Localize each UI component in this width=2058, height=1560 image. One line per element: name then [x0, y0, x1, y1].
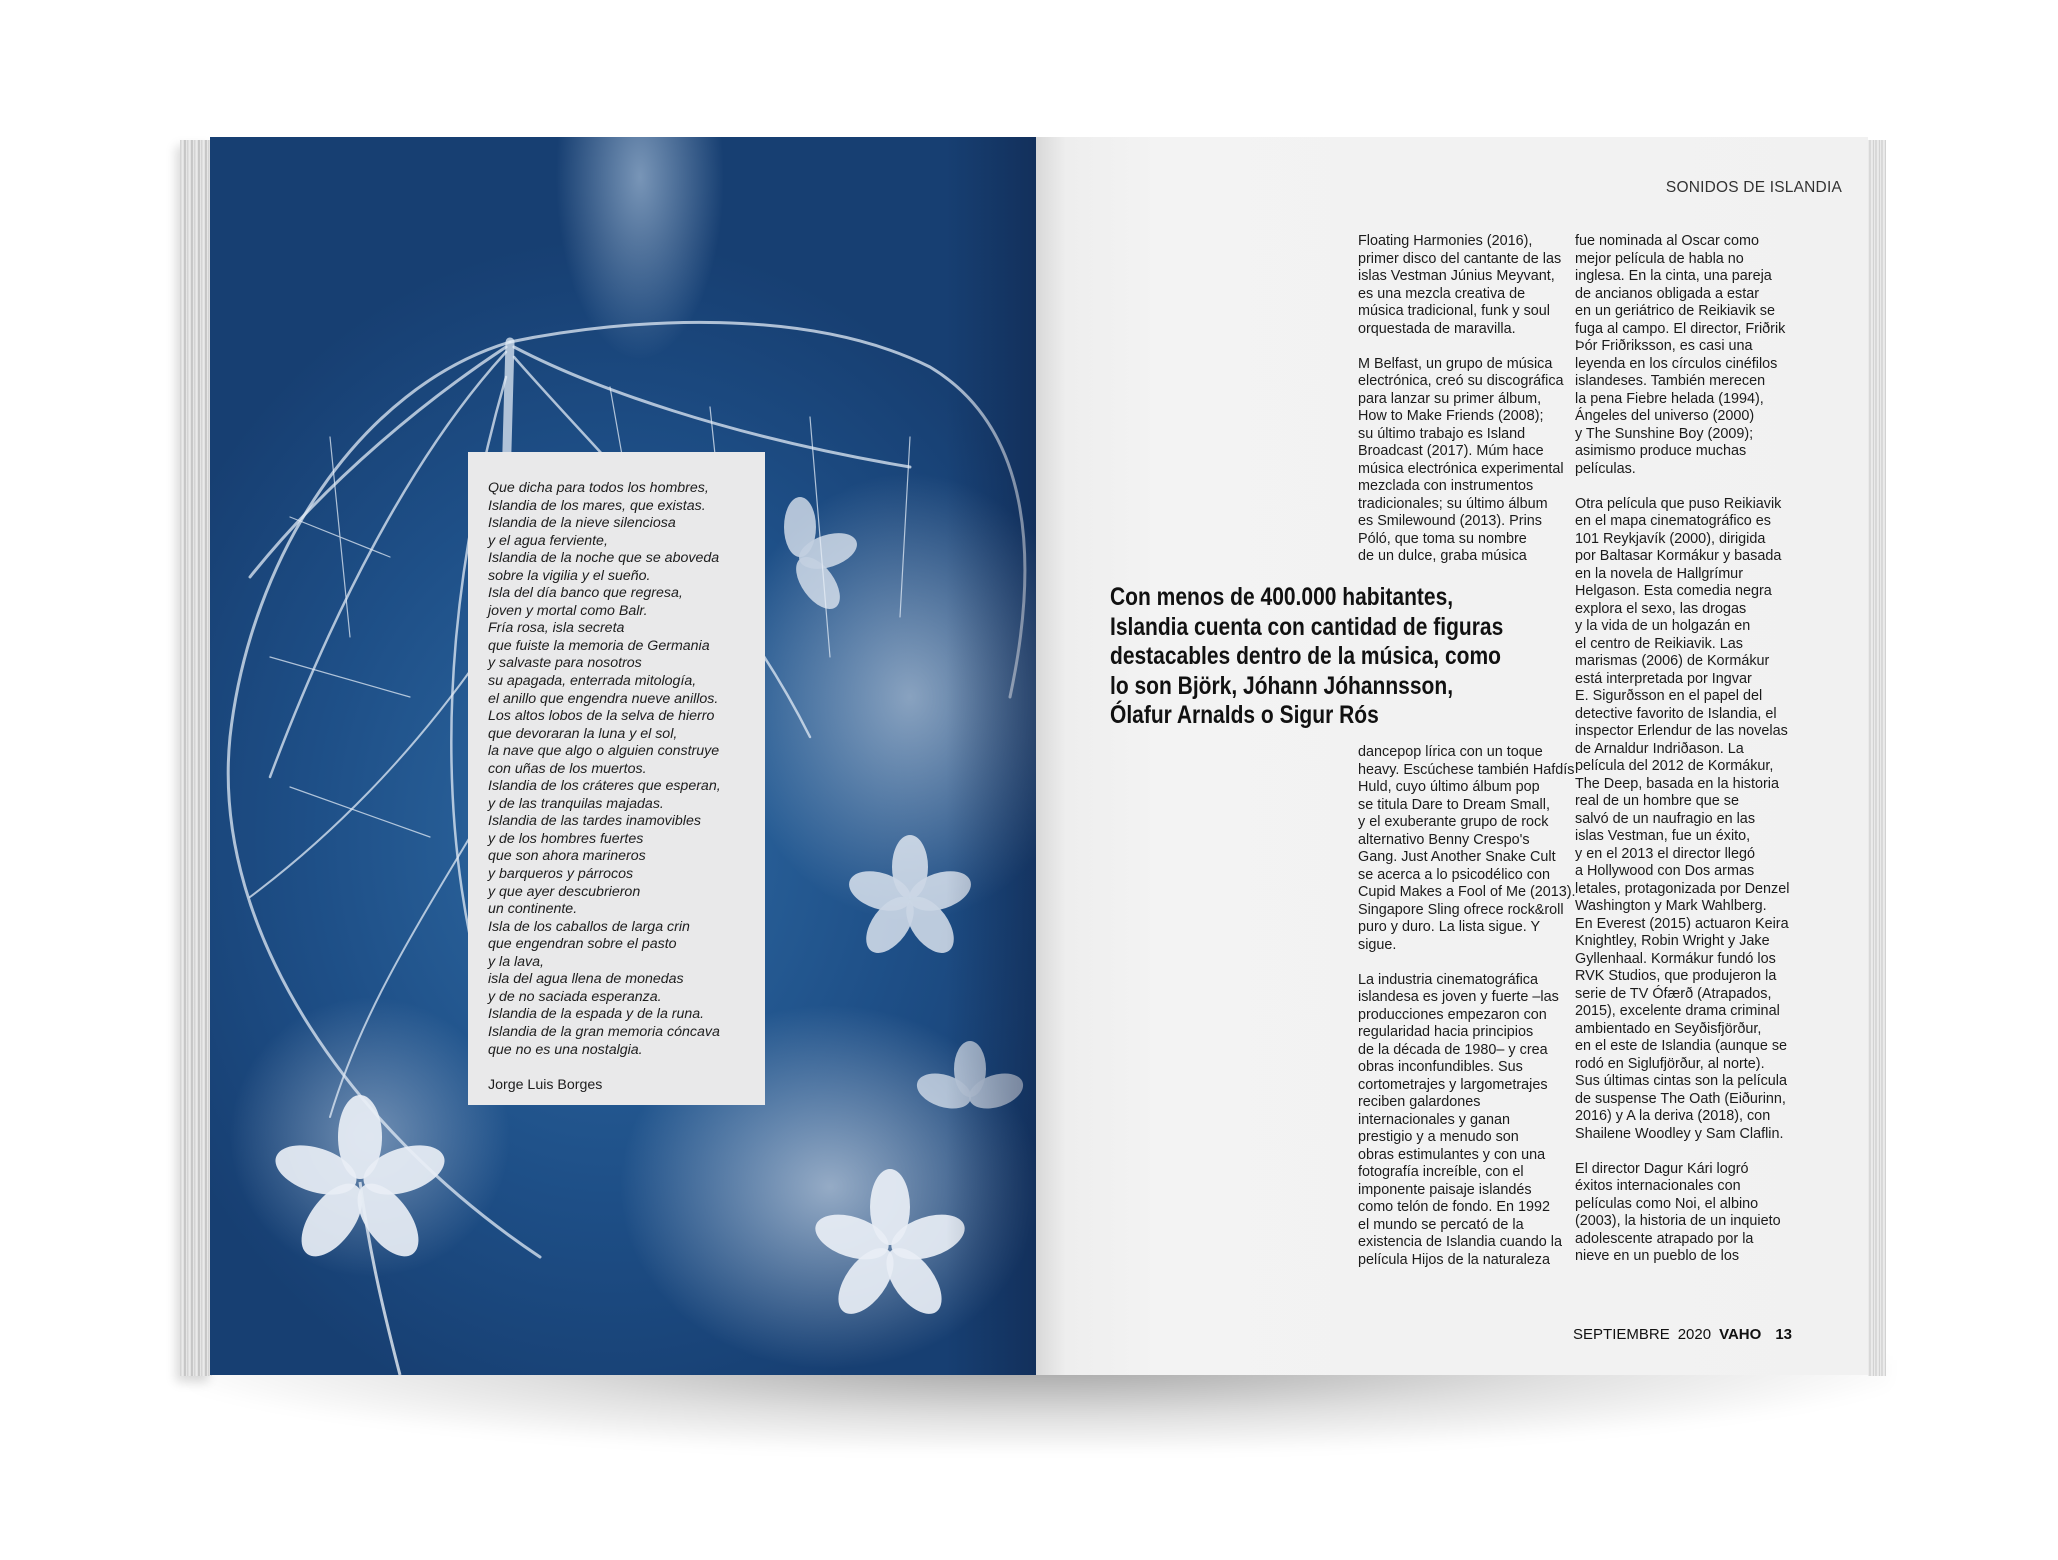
pull-quote-line: lo son Björk, Jóhann Jóhannsson, [1110, 671, 1454, 700]
text-line: M Belfast, un grupo de música [1358, 355, 1553, 372]
text-line: Knightley, Robin Wright y Jake [1575, 933, 1770, 949]
text-line: es una mezcla creativa de [1358, 285, 1526, 302]
poem-line: Islandia de la noche que se aboveda [488, 550, 720, 567]
text-line: real de un hombre que se [1575, 793, 1740, 809]
text-line: Gyllenhaal. Kormákur fundó los [1575, 950, 1776, 967]
text-line: mejor película de habla no [1575, 250, 1744, 267]
text-line: detective favorito de Islandia, el [1575, 705, 1777, 722]
pull-quote-line: Islandia cuenta con cantidad de figuras [1110, 612, 1504, 641]
text-line: es Smilewound (2013). Prins [1358, 513, 1542, 529]
text-line: alternativo Benny Crespo's [1358, 831, 1530, 848]
poem-line: que no es una nostalgia. [488, 1041, 643, 1058]
text-line: How to Make Friends (2008); [1358, 408, 1544, 424]
text-line: puro y duro. La lista sigue. Y [1358, 919, 1541, 935]
poem-line: Fría rosa, isla secreta [488, 620, 625, 637]
text-line: y The Sunshine Boy (2009); [1575, 425, 1754, 442]
text-line: heavy. Escúchese también Hafdís [1358, 761, 1575, 778]
text-line: Otra película que puso Reikiavik [1575, 495, 1782, 512]
folio-month: SEPTIEMBRE [1573, 1326, 1670, 1343]
text-line: de un dulce, graba música [1358, 548, 1527, 564]
paragraph [1358, 744, 1576, 954]
text-line: islas Vestman, fue un éxito, [1575, 828, 1751, 844]
paragraph [1358, 972, 1576, 1270]
text-line: y la vida de un holgazán en [1575, 618, 1751, 634]
text-line: Floating Harmonies (2016), [1358, 233, 1533, 249]
text-line: dancepop lírica con un toque [1358, 744, 1543, 760]
poem-line: Islandia de la espada y de la runa. [488, 1006, 705, 1023]
poem-line: Islandia de la gran memoria cóncava [488, 1023, 720, 1040]
text-line: como telón de fondo. En 1992 [1358, 1199, 1551, 1215]
poem-line: Que dicha para todos los hombres, [488, 480, 709, 496]
poem-text [488, 480, 745, 1059]
text-line: en el mapa cinematográfico es [1575, 513, 1771, 529]
poem-line: que fuiste la memoria de Germania [488, 637, 710, 654]
text-line: a Hollywood con Dos armas [1575, 863, 1755, 879]
text-line: sigue. [1358, 936, 1397, 953]
text-line: internacionales y ganan [1358, 1111, 1511, 1128]
text-line: prestigio y a menudo son [1358, 1129, 1519, 1145]
text-line: islas Vestman Június Meyvant, [1358, 268, 1555, 284]
text-line: 2016) y A la deriva (2018), con [1575, 1108, 1771, 1124]
text-line: nieve en un pueblo de los [1575, 1248, 1740, 1264]
text-line: fue nominada al Oscar como [1575, 233, 1759, 249]
text-line: Broadcast (2017). Múm hace [1358, 443, 1544, 459]
poem-line: y barqueros y párrocos [488, 866, 634, 883]
poem-line: el anillo que engendra nueve anillos. [488, 690, 719, 707]
text-line: Washington y Mark Wahlberg. [1575, 898, 1767, 914]
text-line: rodó en Siglufjörður, al norte). [1575, 1055, 1765, 1072]
folio [1573, 1326, 1792, 1343]
text-line: música tradicional, funk y soul [1358, 303, 1550, 319]
text-line: de la década de 1980– y crea [1358, 1041, 1548, 1058]
text-line: música electrónica experimental [1358, 460, 1564, 477]
text-line: el centro de Reikiavik. Las [1575, 635, 1743, 652]
poem-line: que devoraran la luna y el sol, [488, 725, 678, 742]
text-line: en la novela de Hallgrímur [1575, 565, 1743, 582]
text-line: Cupid Makes a Fool of Me (2013). [1358, 884, 1576, 900]
poem-line: Islandia de los cráteres que esperan, [488, 778, 721, 795]
right-page [1036, 137, 1868, 1375]
text-line: primer disco del cantante de las [1358, 250, 1562, 267]
poem-box [468, 452, 765, 1105]
pull-quote-line: Con menos de 400.000 habitantes, [1110, 583, 1454, 611]
text-line: la pena Fiebre helada (1994), [1575, 390, 1764, 407]
text-line: y el exuberante grupo de rock [1358, 814, 1549, 830]
poem-line: su apagada, enterrada mitología, [488, 673, 697, 690]
poem-line: sobre la vigilia y el sueño. [488, 567, 651, 584]
text-line: letales, protagonizada por Denzel [1575, 880, 1790, 897]
text-line: asimismo produce muchas [1575, 443, 1747, 459]
text-line: tradicionales; su último álbum [1358, 495, 1548, 512]
poem-author: Jorge Luis Borges [488, 1077, 603, 1094]
text-line: Sus últimas cintas son la película [1575, 1073, 1787, 1089]
poem-line: Islandia de las tardes inamovibles [488, 813, 701, 830]
poem-line: y la lava, [488, 953, 544, 970]
text-line: Ángeles del universo (2000) [1575, 408, 1755, 424]
magazine-brand: VAHO [1719, 1326, 1762, 1343]
poem-line: Los altos lobos de la selva de hierro [488, 708, 715, 725]
poem-line: Islandia de la nieve silenciosa [488, 515, 676, 532]
text-line: de Arnaldur Indriðason. La [1575, 740, 1744, 757]
column-1-bottom [1358, 744, 1576, 1287]
text-line: marismas (2006) de Kormákur [1575, 653, 1770, 669]
text-line: fuga al campo. El director, Friðrik [1575, 320, 1786, 337]
poem-line: Isla de los caballos de larga crin [488, 918, 690, 935]
poem-line: y de los hombres fuertes [488, 830, 644, 847]
text-line: imponente paisaje islandés [1358, 1181, 1532, 1198]
text-line: islandesa es joven y fuerte –las [1358, 989, 1559, 1005]
text-line: Shailene Woodley y Sam Claflin. [1575, 1125, 1784, 1142]
text-line: obras inconfundibles. Sus [1358, 1059, 1523, 1075]
paragraph [1358, 233, 1564, 338]
poem-line: y de las tranquilas majadas. [488, 795, 664, 812]
text-line: Singapore Sling ofrece rock&roll [1358, 901, 1564, 918]
text-line: inglesa. En la cinta, una pareja [1575, 268, 1772, 284]
text-line: su último trabajo es Island [1358, 425, 1526, 442]
text-line: está interpretada por Ingvar [1575, 670, 1752, 687]
poem-line: joven y mortal como Balr. [488, 602, 648, 619]
text-line: 2015), excelente drama criminal [1575, 1003, 1780, 1019]
text-line: The Deep, basada en la historia [1575, 775, 1779, 792]
paragraph [1358, 356, 1564, 566]
page-edges-right [1868, 140, 1886, 1376]
text-line: por Baltasar Kormákur y basada [1575, 548, 1782, 564]
poem-line: que engendran sobre el pasto [488, 936, 677, 953]
poem-line: y que ayer descubrieron [488, 883, 641, 900]
text-line: se acerca a lo psicodélico con [1358, 866, 1550, 883]
text-line: inspector Erlendur de las novelas [1575, 723, 1788, 739]
text-line: el mundo se percató de la [1358, 1216, 1524, 1233]
poem-line: y salvaste para nosotros [488, 655, 642, 672]
text-line: RVK Studios, que produjeron la [1575, 968, 1777, 984]
text-line: mezclada con instrumentos [1358, 478, 1534, 494]
text-line: adolescente atrapado por la [1575, 1230, 1754, 1247]
text-line: electrónica, creó su discográfica [1358, 373, 1564, 389]
text-line: existencia de Islandia cuando la [1358, 1234, 1563, 1250]
text-line: para lanzar su primer álbum, [1358, 390, 1542, 407]
text-line: fotografía increíble, con el [1358, 1164, 1524, 1180]
text-line: producciones empezaron con [1358, 1006, 1547, 1023]
left-page-photo [210, 137, 1036, 1375]
text-line: regularidad hacia principios [1358, 1024, 1534, 1040]
column-2 [1575, 233, 1789, 1283]
paragraph [1575, 496, 1789, 1144]
text-line: y en el 2013 el director llegó [1575, 845, 1755, 862]
text-line: película del 2012 de Kormákur, [1575, 758, 1774, 774]
poem-line: y el agua ferviente, [488, 532, 608, 549]
poem-line: un continente. [488, 901, 578, 918]
text-line: Póló, que toma su nombre [1358, 530, 1527, 547]
text-line: Gang. Just Another Snake Cult [1358, 849, 1556, 865]
text-line: orquestada de maravilla. [1358, 320, 1516, 337]
poem-line: con uñas de los muertos. [488, 760, 647, 777]
text-line: E. Sigurðsson en el papel del [1575, 688, 1763, 704]
text-line: La industria cinematográfica [1358, 971, 1538, 988]
text-line: ambientado en Seyðisfjörður, [1575, 1020, 1762, 1037]
text-line: películas como Noi, el albino [1575, 1195, 1759, 1212]
text-line: leyenda en los círculos cinéfilos [1575, 355, 1778, 372]
text-line: de ancianos obligada a estar [1575, 285, 1760, 302]
pull-quote [1110, 583, 1547, 731]
poem-line: Islandia de los mares, que existas. [488, 497, 706, 514]
text-line: cortometrajes y largometrajes [1358, 1076, 1548, 1093]
poem-line: y de no saciada esperanza. [488, 988, 662, 1005]
text-line: 101 Reykjavík (2000), dirigida [1575, 530, 1766, 547]
folio-year: 2020 [1677, 1326, 1712, 1343]
text-line: serie de TV Ófærð (Atrapados, [1575, 985, 1772, 1002]
text-line: explora el sexo, las drogas [1575, 600, 1747, 617]
text-line: islandeses. También merecen [1575, 373, 1766, 389]
text-line: Helgason. Esta comedia negra [1575, 583, 1772, 599]
pull-quote-line: Ólafur Arnalds o Sigur Rós [1110, 701, 1379, 729]
page-edges-left [180, 140, 212, 1376]
text-line: En Everest (2015) actuaron Keira [1575, 915, 1789, 932]
text-line: obras estimulantes y con una [1358, 1146, 1546, 1163]
text-line: salvó de un naufragio en las [1575, 810, 1756, 827]
poem-line: la nave que algo o alguien construye [488, 743, 720, 760]
text-line: El director Dagur Kári logró [1575, 1160, 1749, 1177]
gutter-shadow [946, 137, 1036, 1375]
paragraph [1575, 1161, 1789, 1266]
text-line: película Hijos de la naturaleza [1358, 1251, 1550, 1268]
text-line: en el este de Islandia (aunque se [1575, 1038, 1788, 1054]
text-line: en un geriátrico de Reikiavik se [1575, 303, 1775, 319]
text-line: éxitos internacionales con [1575, 1178, 1741, 1194]
pull-quote-line: destacables dentro de la música, como [1110, 642, 1501, 670]
paragraph [1575, 233, 1789, 478]
text-line: reciben galardones [1358, 1094, 1481, 1110]
poem-line: Isla del día banco que regresa, [488, 585, 683, 602]
text-line: Þór Friðriksson, es casi una [1575, 338, 1753, 354]
text-line: Huld, cuyo último álbum pop [1358, 779, 1540, 795]
text-line: (2003), la historia de un inquieto [1575, 1213, 1781, 1229]
poem-line: isla del agua llena de monedas [488, 971, 684, 988]
page-number: 13 [1775, 1326, 1792, 1343]
text-line: de suspense The Oath (Eiðurinn, [1575, 1090, 1786, 1107]
text-line: películas. [1575, 460, 1636, 477]
column-1-top [1358, 233, 1564, 583]
section-title: SONIDOS DE ISLANDIA [1665, 179, 1842, 196]
poem-line: que son ahora marineros [488, 848, 646, 865]
text-line: se titula Dare to Dream Small, [1358, 796, 1550, 813]
